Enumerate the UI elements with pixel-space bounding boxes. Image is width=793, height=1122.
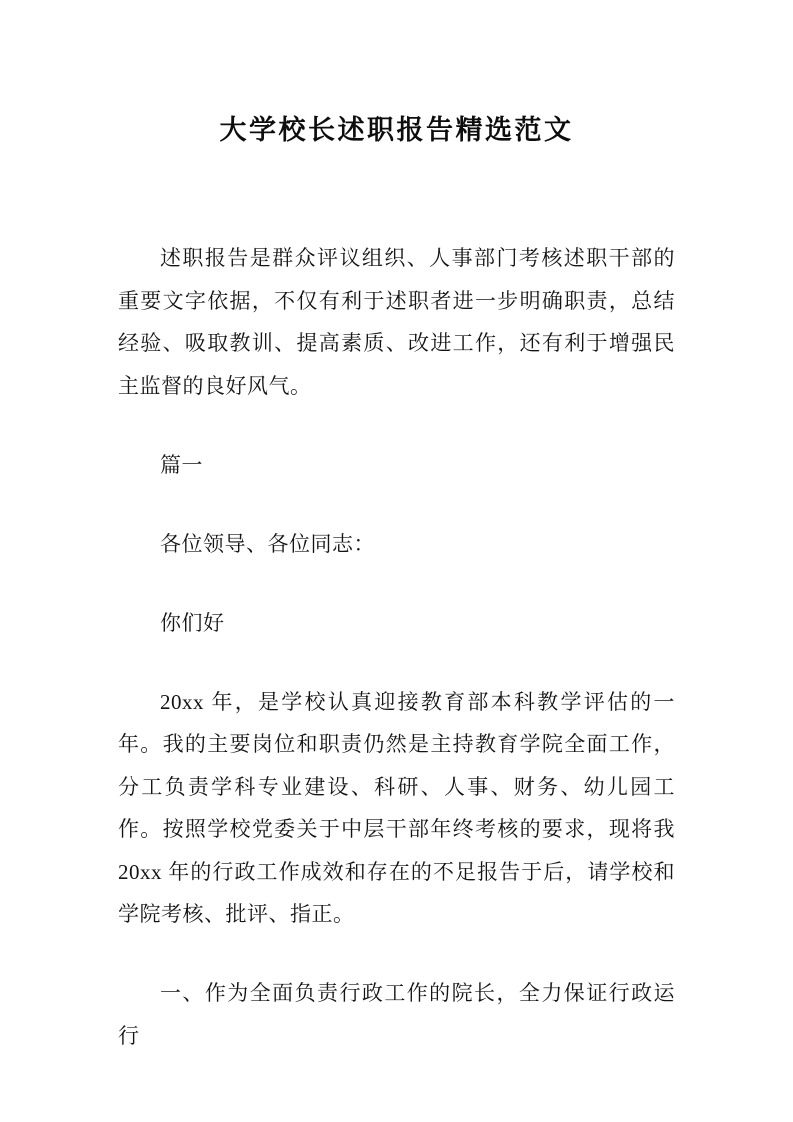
paragraph-body: 20xx 年，是学校认真迎接教育部本科教学评估的一年。我的主要岗位和职责仍然是主持教育学院全面工作，分工负责学科专业建设、科研、人事、财务、幼儿园工作。按照学校党委关于中层干部年终考核的要求，现将我 20xx 年的行政工作成效和存在的不足报告于后，请学校和学院考核、批评、指正。 [118, 689, 675, 926]
paragraph-section-label: 篇一 [160, 452, 203, 477]
paragraph-greeting: 你们好 [160, 610, 225, 635]
document-title: 大学校长述职报告精选范文 [219, 115, 574, 145]
paragraph-intro: 述职报告是群众评议组织、人事部门考核述职干部的重要文字依据，不仅有利于述职者进一步明确职责，总结经验、吸取教训、提高素质、改进工作，还有利于增强民主监督的良好风气。 [118, 246, 675, 398]
paragraph-heading-one: 一、作为全面负责行政工作的院长，全力保证行政运行 [118, 981, 675, 1048]
paragraph-salutation: 各位领导、各位同志： [160, 531, 375, 556]
